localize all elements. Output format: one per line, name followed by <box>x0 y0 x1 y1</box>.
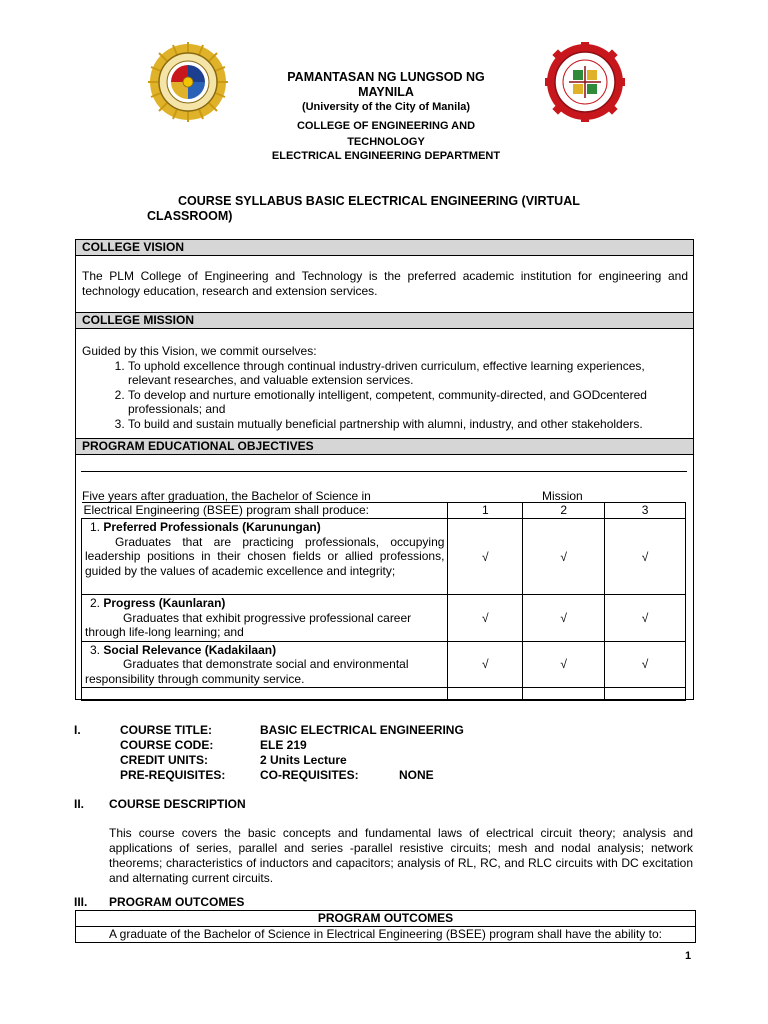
peo-check-mark: √ <box>523 519 605 595</box>
credit-units-label: CREDIT UNITS: <box>120 753 208 767</box>
peo-check-mark: √ <box>523 595 605 642</box>
corequisites-label: CO-REQUISITES: <box>260 768 359 782</box>
peo-objective-desc: Graduates that are practicing professionals, occupying leadership positions in their chosen fields or allied professions, guided by the values of academic excellence and integrity; <box>85 534 445 578</box>
peo-objective-number: 1. <box>90 520 101 534</box>
peo-check-mark: √ <box>605 595 686 642</box>
course-description-text: This course covers the basic concepts and fundamental laws of electrical circuit theory; analysis and applications of series, parallel and series -parallel resistive circuits; mesh and nodal analysis; network theorems; characteristics of inductors and capacitors; analysis of RL, RC, and RLC circuits with DC excitation and alternating current circuits. <box>109 826 693 885</box>
peo-mission-col-2: 2 <box>523 503 605 519</box>
college-vision-text: The PLM College of Engineering and Technology is the preferred academic institution for engineering and technology education, research and extension services. <box>82 269 688 298</box>
mission-item: 2. To develop and nurture emotionally intelligent, competent, community-directed, and GODcentered professionals; and <box>128 388 688 417</box>
peo-table <box>81 502 686 701</box>
university-name-line1: PAMANTASAN NG LUNGSOD NG <box>287 70 485 84</box>
section-number: I. <box>74 723 81 737</box>
peo-check-mark: √ <box>605 519 686 595</box>
peo-table-row <box>82 595 686 642</box>
peo-objective-cell <box>82 641 448 688</box>
peo-objective-number: 3. <box>90 642 101 657</box>
college-mission-body <box>76 329 693 438</box>
college-name <box>260 118 512 150</box>
engineering-seal-logo <box>545 42 625 122</box>
college-mission-list <box>82 359 688 432</box>
program-outcomes-table <box>75 910 696 943</box>
plm-seal-logo <box>148 42 228 122</box>
syllabus-title-line2: CLASSROOM) <box>147 209 233 223</box>
peo-objective-title: Progress (Kaunlaran) <box>103 596 226 610</box>
syllabus-title-line1: COURSE SYLLABUS BASIC ELECTRICAL ENGINEERING (VIRTUAL <box>178 194 580 208</box>
college-mission-intro: Guided by this Vision, we commit ourselves: <box>82 344 317 358</box>
university-name <box>260 70 512 100</box>
course-title-label: COURSE TITLE: <box>120 723 212 737</box>
peo-mission-col-1: 1 <box>448 503 523 519</box>
course-code-value: ELE 219 <box>260 738 307 752</box>
course-title-value: BASIC ELECTRICAL ENGINEERING <box>260 723 464 737</box>
peo-objective-cell <box>82 519 448 595</box>
department-name: ELECTRICAL ENGINEERING DEPARTMENT <box>271 150 501 162</box>
peo-check-mark: √ <box>523 641 605 688</box>
section-number: III. <box>74 895 88 909</box>
peo-lead-line2: Electrical Engineering (BSEE) program shall produce: <box>82 503 448 519</box>
peo-table-row <box>82 641 686 688</box>
program-outcomes-heading: PROGRAM OUTCOMES <box>109 895 245 909</box>
peo-objective-desc: Graduates that exhibit progressive professional career through life-long learning; and <box>85 610 412 639</box>
peo-lead-line1: Five years after graduation, the Bachelor of Science in <box>82 489 371 503</box>
peo-check-mark: √ <box>448 519 523 595</box>
vision-mission-peo-box <box>75 239 694 700</box>
peo-objective-title: Social Relevance (Kadakilaan) <box>103 642 277 657</box>
college-mission-heading: COLLEGE MISSION <box>76 312 693 329</box>
syllabus-title <box>147 194 617 224</box>
peo-objective-title: Preferred Professionals (Karunungan) <box>103 520 321 534</box>
peo-objective-cell <box>82 595 448 642</box>
page-number: 1 <box>685 950 692 962</box>
peo-table-empty-row <box>82 688 686 701</box>
program-outcomes-table-heading: PROGRAM OUTCOMES <box>76 911 695 927</box>
college-name-line2: TECHNOLOGY <box>347 136 425 148</box>
peo-divider <box>81 471 687 472</box>
credit-units-value: 2 Units Lecture <box>260 753 347 767</box>
peo-table-row <box>82 519 686 595</box>
peo-mission-col-3: 3 <box>605 503 686 519</box>
university-name-line2: MAYNILA <box>358 85 414 99</box>
section-number: II. <box>74 797 85 811</box>
peo-mission-label: Mission <box>542 489 583 503</box>
peo-check-mark: √ <box>448 595 523 642</box>
mission-item: 1. To uphold excellence through continual industry-driven curriculum, effective learning experiences, relevant researches, and valuable extension services. <box>128 359 688 388</box>
course-description-heading: COURSE DESCRIPTION <box>109 797 246 811</box>
peo-check-mark: √ <box>448 641 523 688</box>
peo-heading: PROGRAM EDUCATIONAL OBJECTIVES <box>76 438 693 455</box>
college-vision-heading: COLLEGE VISION <box>76 240 693 256</box>
mission-item: 3. To build and sustain mutually beneficial partnership with alumni, industry, and other stakeholders. <box>128 417 688 432</box>
peo-objective-number: 2. <box>90 596 101 610</box>
program-outcomes-intro: A graduate of the Bachelor of Science in Electrical Engineering (BSEE) program shall have the ability to: <box>109 927 662 941</box>
corequisites-value: NONE <box>399 768 434 782</box>
prerequisites-label: PRE-REQUISITES: <box>120 768 226 782</box>
course-code-label: COURSE CODE: <box>120 738 214 752</box>
peo-table-header-row <box>82 503 686 519</box>
peo-objective-desc: Graduates that demonstrate social and environmental responsibility through community service. <box>85 657 409 686</box>
college-name-line1: COLLEGE OF ENGINEERING AND <box>296 120 476 132</box>
university-english-name: (University of the City of Manila) <box>301 101 471 113</box>
peo-check-mark: √ <box>605 641 686 688</box>
